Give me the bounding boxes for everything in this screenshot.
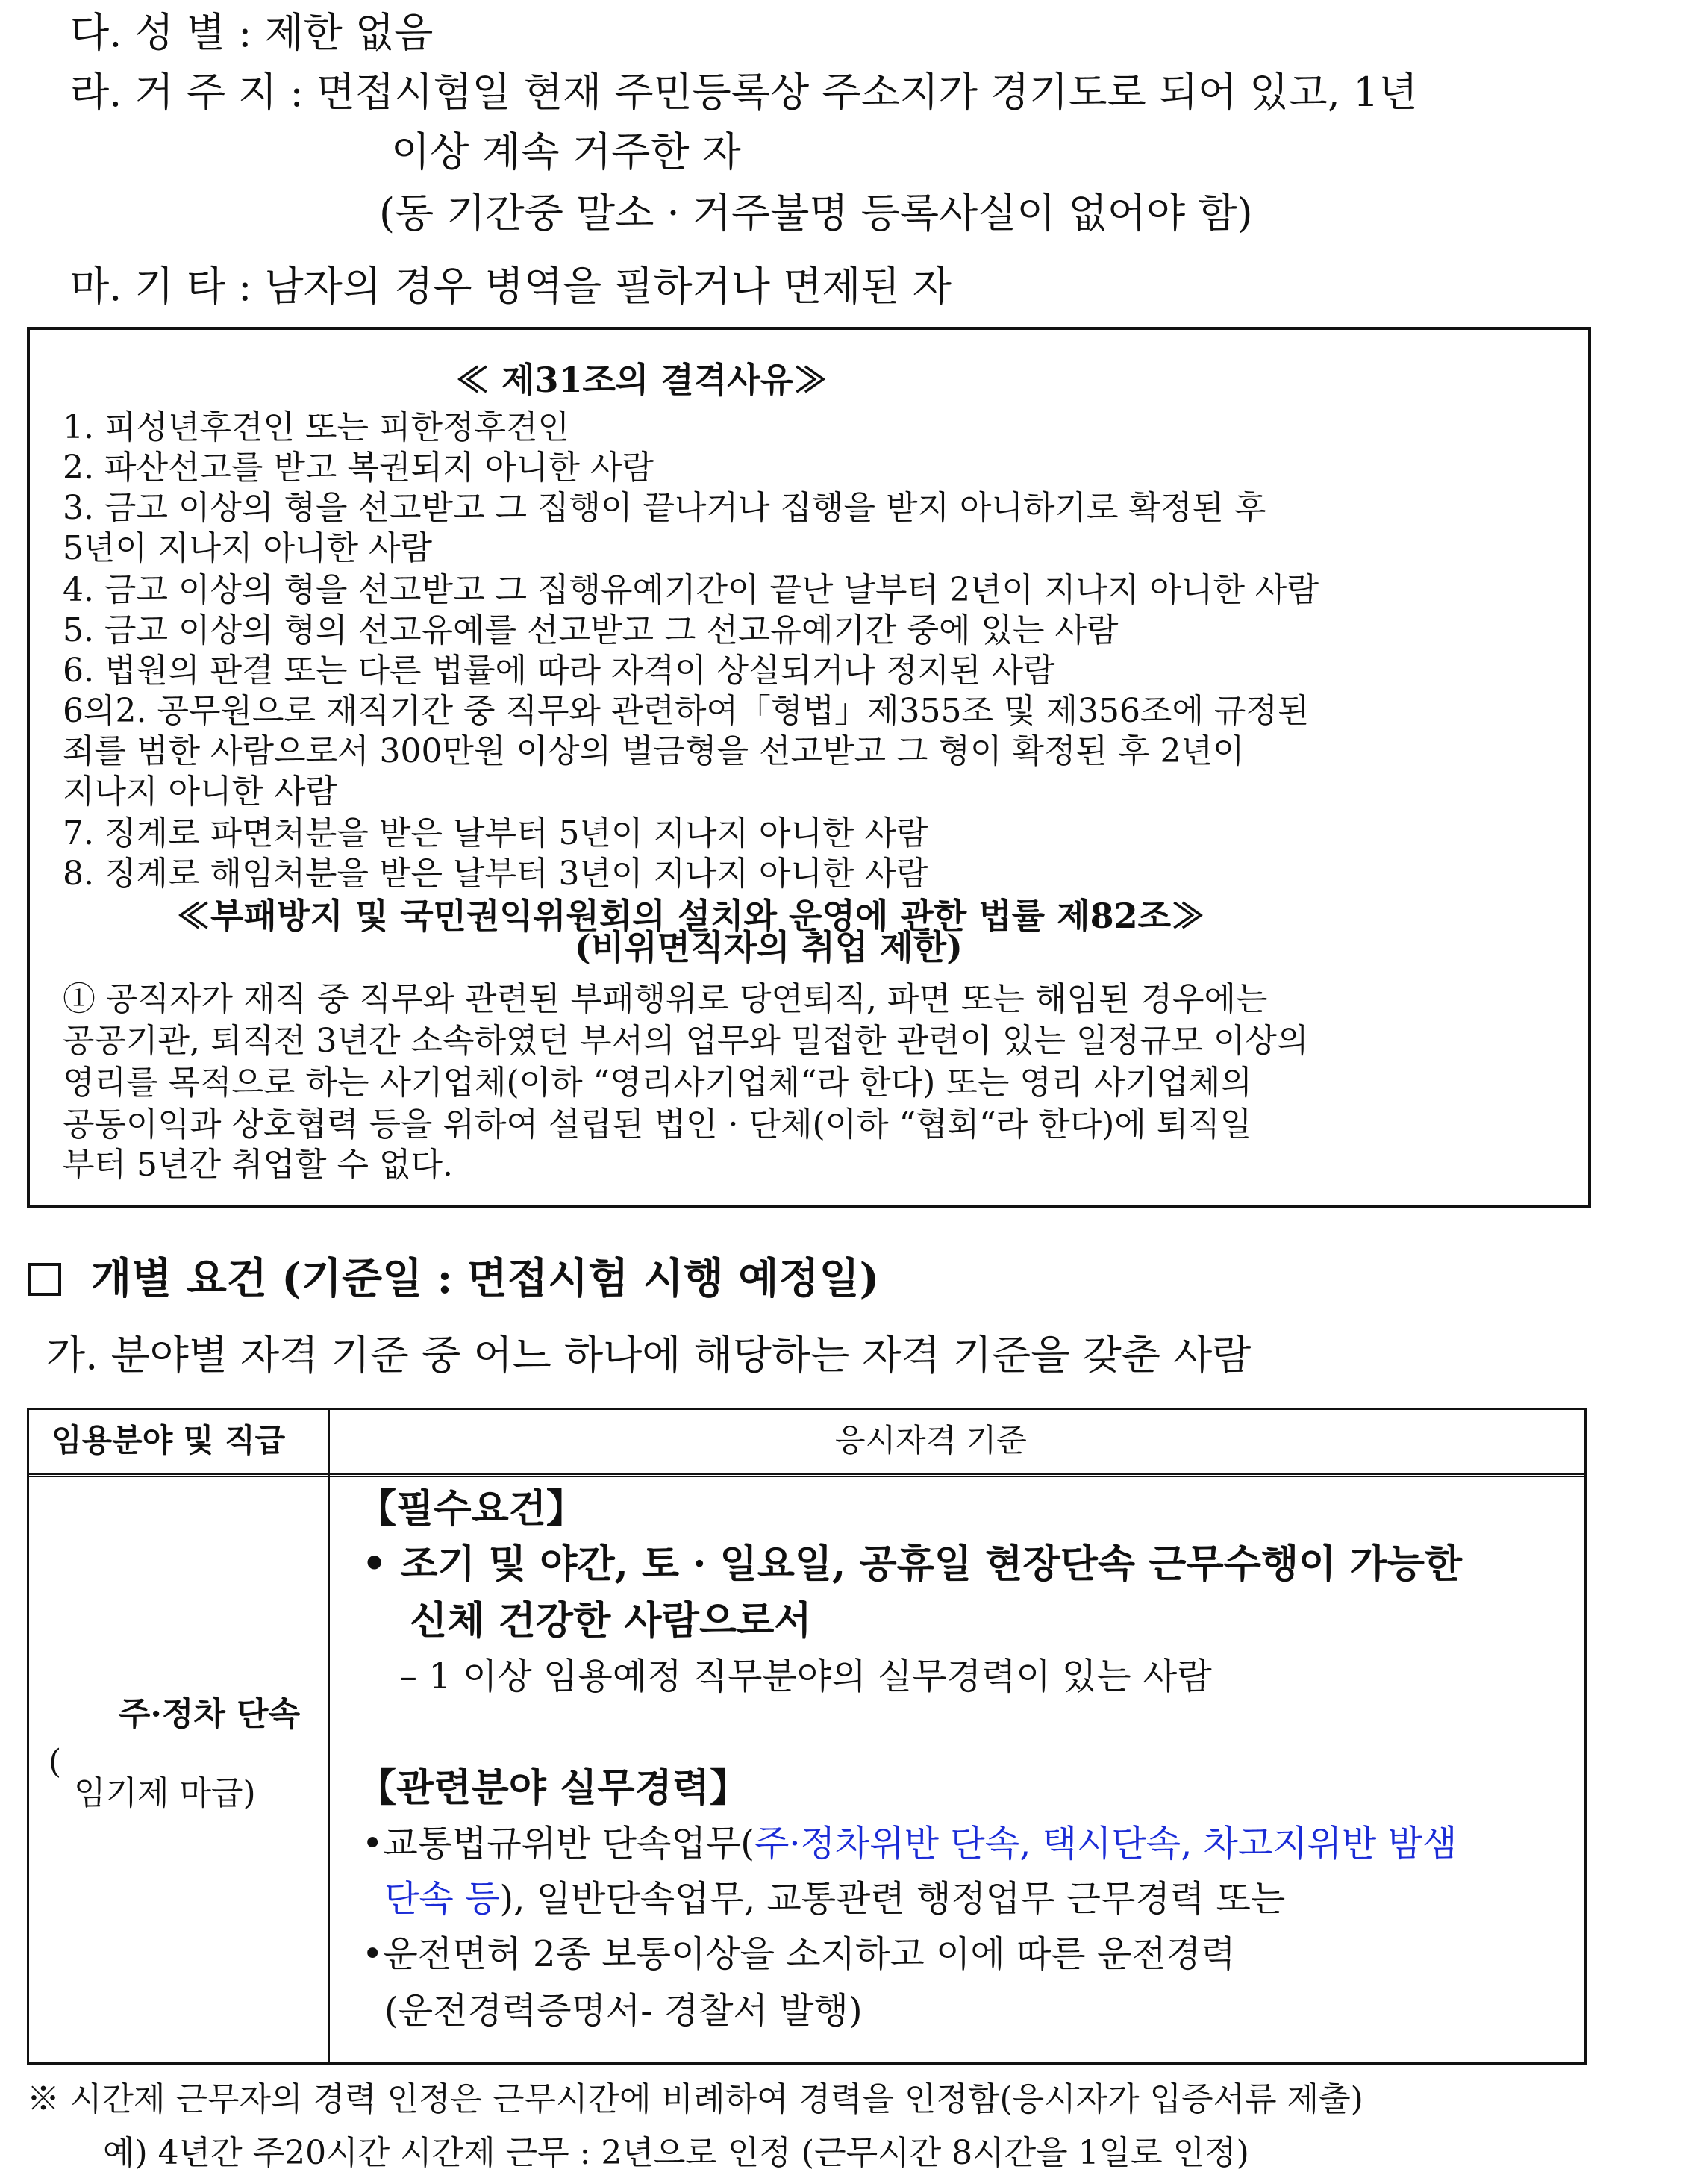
box-item: 4. 금고 이상의 형을 선고받고 그 집행유예기간이 끝난 날부터 2년이 지나지 아니한 사람: [63, 571, 1319, 609]
box-item: 5. 금고 이상의 형의 선고유예를 선고받고 그 선고유예기간 중에 있는 사람: [63, 611, 1119, 649]
footnote-line-2: 예) 4년간 주20시간 시간제 근무 : 2년으로 인정 (근무시간 8시간을 1일로 인정): [103, 2134, 1249, 2172]
box-item: 8. 징계로 해임처분을 받은 날부터 3년이 지나지 아니한 사람: [63, 855, 928, 893]
field-grade: 임기제 마급): [74, 1774, 256, 1812]
box-item: 2. 파산선고를 받고 복권되지 아니한 사람: [63, 449, 654, 487]
other-line: 마. 기 타 : 남자의 경우 병역을 필하거나 면제된 자: [70, 263, 952, 310]
related-line-2-post: ), 일반단속업무, 교통관련 행정업무 근무경력 또는: [499, 1878, 1286, 1920]
box-item: 1. 피성년후견인 또는 피한정후견인: [63, 408, 569, 446]
box-item: 지나지 아니한 사람: [63, 773, 338, 811]
required-line-1: • 조기 및 야간, 토 · 일요일, 공휴일 현장단속 근무수행이 가능한: [362, 1541, 1463, 1587]
required-line-2: 신체 건강한 사람으로서: [410, 1598, 812, 1644]
residence-line-2: 이상 계속 거주한 자: [391, 128, 741, 175]
required-line-3: – 1 이상 임용예정 직무분야의 실무경력이 있는 사람: [399, 1656, 1212, 1697]
gender-line: 다. 성 별 : 제한 없음: [70, 9, 434, 56]
individual-heading: 개별 요건 (기준일 : 면접시험 시행 예정일): [91, 1254, 880, 1303]
law-line: 공공기관, 퇴직전 3년간 소속하였던 부서의 업무와 밀접한 관련이 있는 일정규모 이상의: [63, 1022, 1309, 1060]
box-item: 3. 금고 이상의 형을 선고받고 그 집행이 끝나거나 집행을 받지 아니하기로 확정된 후: [63, 489, 1266, 527]
box-item: 죄를 범한 사람으로서 300만원 이상의 벌금형을 선고받고 그 형이 확정된 후 2년이: [63, 732, 1245, 770]
box-item: 6의2. 공무원으로 재직기간 중 직무와 관련하여「형법」제355조 및 제356조에 규정된: [63, 692, 1310, 730]
checkbox-icon: [28, 1263, 61, 1296]
law-subtitle: (비위면직자의 취업 제한): [575, 927, 963, 967]
box-item: 5년이 지나지 아니한 사람: [63, 529, 432, 567]
law-line: 공동이익과 상호협력 등을 위하여 설립된 법인 · 단체(이하 “협회“라 한다)에 퇴직일: [63, 1105, 1252, 1144]
requirements-table: [27, 1408, 1587, 2065]
law-line: ① 공직자가 재직 중 직무와 관련된 부패행위로 당연퇴직, 파면 또는 해임된 경우에는: [63, 980, 1268, 1018]
required-title: 【필수요건】: [357, 1486, 585, 1532]
related-line-1-blue: 주·정차위반 단속, 택시단속, 차고지위반 밤샘: [754, 1823, 1457, 1865]
related-title: 【관련분야 실무경력】: [357, 1765, 749, 1811]
residence-line-1: 라. 거 주 지 : 면접시험일 현재 주민등록상 주소지가 경기도로 되어 있고, 1년: [70, 69, 1418, 116]
box-item: 6. 법원의 판결 또는 다른 법률에 따라 자격이 상실되거나 정지된 사람: [63, 652, 1055, 690]
related-line-4: (운전경력증명서- 경찰서 발행): [384, 1990, 863, 2032]
related-line-3: •운전면허 2종 보통이상을 소지하고 이에 따른 운전경력: [362, 1933, 1236, 1975]
related-line-2-blue: 단속 등: [384, 1878, 500, 1920]
header-criteria: 응시자격 기준: [835, 1422, 1027, 1458]
law-title: ≪부패방지 및 국민권익위원회의 설치와 운영에 관한 법률 제82조≫: [176, 896, 1206, 936]
related-line-1: [362, 1820, 1457, 1867]
disqualification-box: [27, 327, 1591, 1208]
individual-sub: 가. 분야별 자격 기준 중 어느 하나에 해당하는 자격 기준을 갖춘 사람: [46, 1332, 1252, 1379]
residence-line-3: (동 기간중 말소 · 거주불명 등록사실이 없어야 함): [379, 190, 1253, 237]
related-line-1-pre: •교통법규위반 단속업무(: [362, 1823, 754, 1865]
law-line: 영리를 목적으로 하는 사기업체(이하 “영리사기업체“라 한다) 또는 영리 사기업체의: [63, 1064, 1252, 1102]
law-line: 부터 5년간 취업할 수 없다.: [63, 1146, 453, 1184]
field-name: 주·정차 단속: [119, 1695, 301, 1733]
footnote-line-1: ※ 시간제 근무자의 경력 인정은 근무시간에 비례하여 경력을 인정함(응시자가 입증서류 제출): [27, 2080, 1363, 2118]
header-field: 임용분야 및 직급: [51, 1422, 286, 1458]
related-line-2: [384, 1876, 1285, 1922]
field-paren: (: [49, 1743, 62, 1781]
article31-title: ≪ 제31조의 결격사유≫: [455, 360, 828, 400]
box-item: 7. 징계로 파면처분을 받은 날부터 5년이 지나지 아니한 사람: [63, 814, 928, 852]
